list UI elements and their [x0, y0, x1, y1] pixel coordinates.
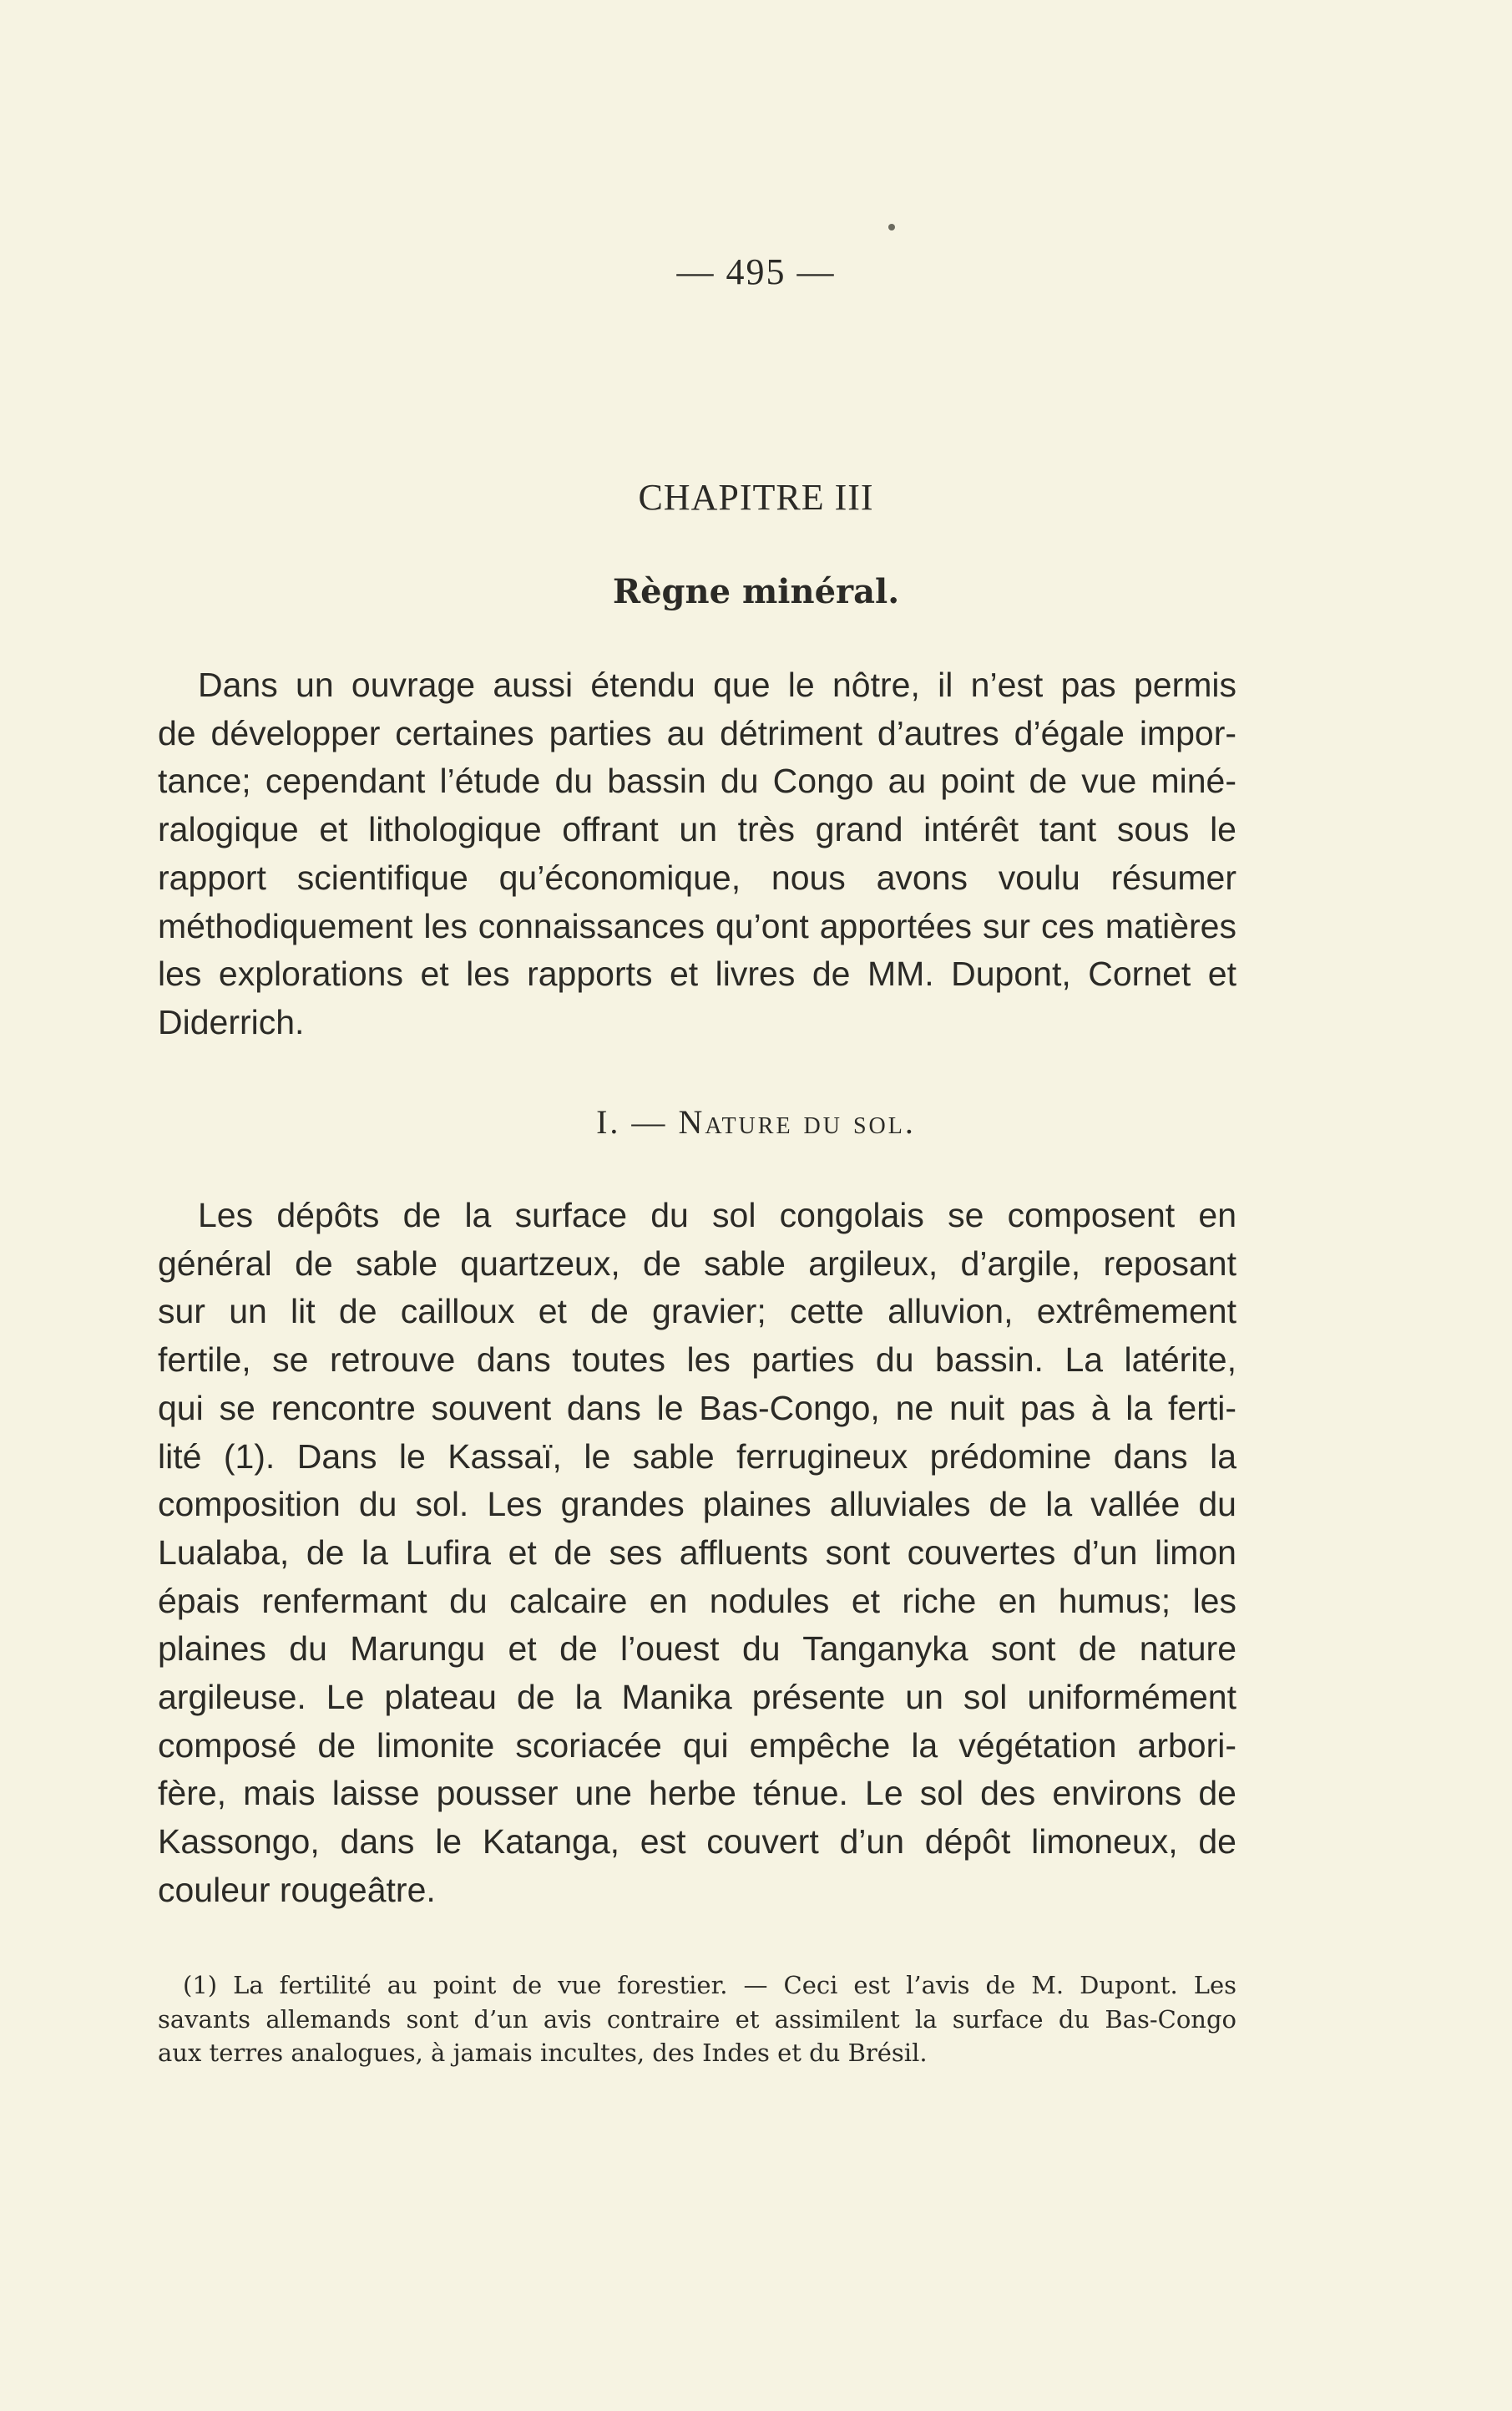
footnote	[158, 1968, 1236, 2070]
text-line: sur un lit de cailloux et de gravier; cette alluvion, extrêmement	[158, 1292, 1236, 1331]
text-line: Lualaba, de la Lufira et de ses affluents sont couvertes d’un limon	[158, 1532, 1236, 1572]
text-line: qui se rencontre souvent dans le Bas-Congo, ne nuit pas à la ferti-	[158, 1388, 1236, 1427]
text-line: tance; cependant l’étude du bassin du Congo au point de vue miné-	[158, 762, 1236, 801]
subsection-number: I. —	[596, 1103, 679, 1141]
text-line: Dans un ouvrage aussi étendu que le nôtre, il n’est pas permis	[198, 666, 1236, 704]
text-line: général de sable quartzeux, de sable argileux, d’argile, reposant	[158, 1243, 1236, 1283]
text-line: composition du sol. Les grandes plaines alluviales de la vallée du	[158, 1485, 1236, 1524]
text-line: lité (1). Dans le Kassaï, le sable ferrugineux prédomine dans la	[158, 1436, 1236, 1476]
footnote-line: (1) La fertilité au point de vue forestier. — Ceci est l’avis de M. Dupont. Les	[183, 1971, 1236, 1999]
footnote-line: savants allemands sont d’un avis contraire et assimilent la surface du Bas-Congo	[158, 2004, 1236, 2034]
text-line: les explorations et les rapports et livres de MM. Dupont, Cornet et	[158, 955, 1236, 994]
paragraph-intro	[158, 661, 1236, 1047]
text-line: Les dépôts de la surface du sol congolais se composent en	[198, 1196, 1236, 1234]
text-line: Kassongo, dans le Katanga, est couvert d’un dépôt limoneux, de	[158, 1822, 1236, 1861]
text-line: argileuse. Le plateau de la Manika présente un sol uniformément	[158, 1678, 1236, 1717]
chapter-title: CHAPITRE III	[638, 477, 874, 518]
paragraph-soil	[158, 1192, 1236, 1915]
text-line: composé de limonite scoriacée qui empêche la végétation arbori-	[158, 1725, 1236, 1765]
text-line: de développer certaines parties au détriment d’autres d’égale impor-	[158, 713, 1236, 752]
text-line: épais renfermant du calcaire en nodules et riche en humus; les	[158, 1581, 1236, 1620]
ink-speck	[888, 224, 895, 230]
text-line: Diderrich.	[158, 1002, 305, 1041]
subsection-title: Nature du sol.	[678, 1103, 916, 1141]
text-line: fertile, se retrouve dans toutes les parties du bassin. La latérite,	[158, 1340, 1236, 1380]
section-heading: Règne minéral.	[612, 572, 900, 611]
text-line: méthodiquement les connaissances qu’ont apportées sur ces matières	[158, 906, 1236, 945]
subsection-heading	[0, 1102, 1512, 1142]
text-line: plaines du Marungu et de l’ouest du Tanganyka sont de nature	[158, 1629, 1236, 1669]
text-line: ralogique et lithologique offrant un très grand intérêt tant sous le	[158, 810, 1236, 849]
text-line: rapport scientifique qu’économique, nous avons voulu résumer	[158, 858, 1236, 897]
page-number: — 495 —	[676, 251, 836, 292]
text-line: couleur rougeâtre.	[158, 1870, 436, 1909]
footnote-line: aux terres analogues, à jamais incultes, des Indes et du Brésil.	[158, 2039, 928, 2067]
text-line: fère, mais laisse pousser une herbe ténue. Le sol des environs de	[158, 1774, 1236, 1813]
